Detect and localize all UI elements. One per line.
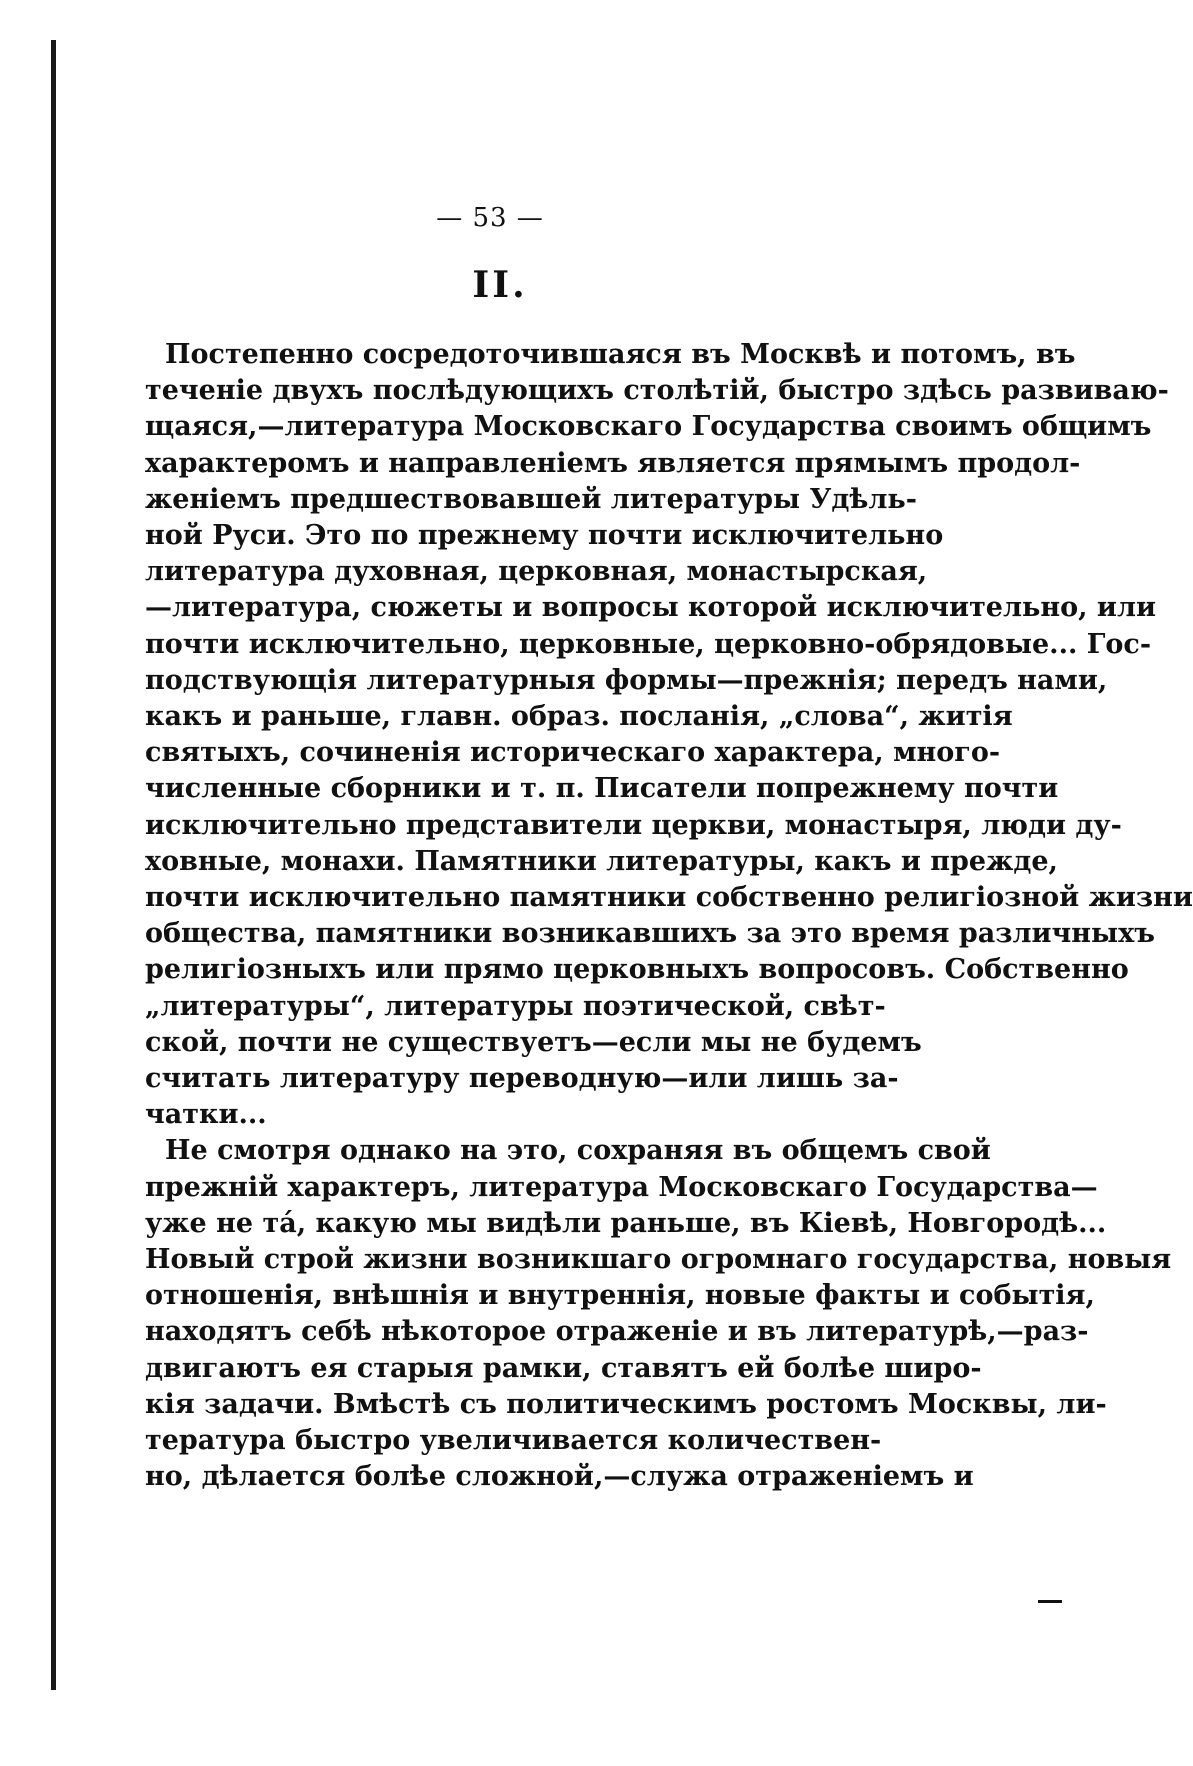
- text-line: литература духовная, церковная, монастырская,: [145, 556, 928, 588]
- text-line: почти исключительно памятники собственно религіозной жизни: [145, 882, 1193, 914]
- text-line: щаяся,—литература Московскаго Государства своимъ общимъ: [145, 411, 1152, 443]
- margin-dash: [1038, 1600, 1062, 1603]
- page-number: — 53 —: [436, 203, 544, 233]
- chapter-heading: II.: [472, 264, 528, 306]
- text-line: религіозныхъ или прямо церковныхъ вопросовъ. Собственно: [145, 954, 1129, 986]
- text-line: чатки...: [145, 1099, 267, 1131]
- text-line: численные сборники и т. п. Писатели попрежнему почти: [145, 773, 1059, 805]
- text-line: женіемъ предшествовавшей литературы Удѣль-: [145, 483, 917, 515]
- text-line: тература быстро увеличивается количествен-: [145, 1425, 882, 1457]
- text-line: находятъ себѣ нѣкоторое отраженіе и въ литературѣ,—раз-: [145, 1316, 1089, 1348]
- text-line: подствующія литературныя формы—прежнія; передъ нами,: [145, 664, 1108, 696]
- text-line: ной Руси. Это по прежнему почти исключительно: [145, 520, 944, 552]
- text-line: „литературы“, литературы поэтической, свѣт-: [145, 990, 886, 1022]
- text-line: прежній характеръ, литература Московскаго Государства—: [145, 1171, 1098, 1203]
- text-line: исключительно представители церкви, монастыря, люди ду-: [145, 809, 1122, 841]
- text-line: ховные, монахи. Памятники литературы, какъ и прежде,: [145, 845, 1058, 877]
- text-line: двигаютъ ея старыя рамки, ставятъ ей болѣе широ-: [145, 1352, 982, 1384]
- text-line: Не смотря однако на это, сохраняя въ общемъ свой: [165, 1135, 991, 1167]
- text-line: почти исключительно, церковные, церковно-обрядовые... Гос-: [145, 628, 1152, 660]
- text-line: Новый строй жизни возникшаго огромнаго государства, новыя: [145, 1244, 1172, 1276]
- text-line: ской, почти не существуетъ—если мы не будемъ: [145, 1026, 922, 1058]
- text-line: теченіе двухъ послѣдующихъ столѣтій, быстро здѣсь развиваю-: [145, 375, 1169, 407]
- text-line: характеромъ и направленіемъ является прямымъ продол-: [145, 447, 1081, 479]
- text-line: отношенія, внѣшнія и внутреннія, новые факты и событія,: [145, 1280, 1095, 1312]
- text-line: считать литературу переводную—или лишь за-: [145, 1063, 899, 1095]
- text-line: какъ и раньше, главн. образ. посланія, „слова“, житія: [145, 701, 1013, 733]
- body-text: [145, 337, 1193, 1496]
- text-line: —литература, сюжеты и вопросы которой исключительно, или: [145, 592, 1157, 624]
- text-line: Постепенно сосредоточившаяся въ Москвѣ и потомъ, въ: [165, 339, 1076, 370]
- text-line: уже не та́, какую мы видѣли раньше, въ Кіевѣ, Новгородѣ...: [145, 1207, 1107, 1239]
- text-line: святыхъ, сочиненія историческаго характера, много-: [145, 737, 1001, 769]
- text-line: кія задачи. Вмѣстѣ съ политическимъ ростомъ Москвы, ли-: [145, 1388, 1107, 1420]
- text-line: но, дѣлается болѣе сложной,—служа отраженіемъ и: [145, 1461, 974, 1493]
- text-line: общества, памятники возникавшихъ за это время различныхъ: [145, 918, 1155, 950]
